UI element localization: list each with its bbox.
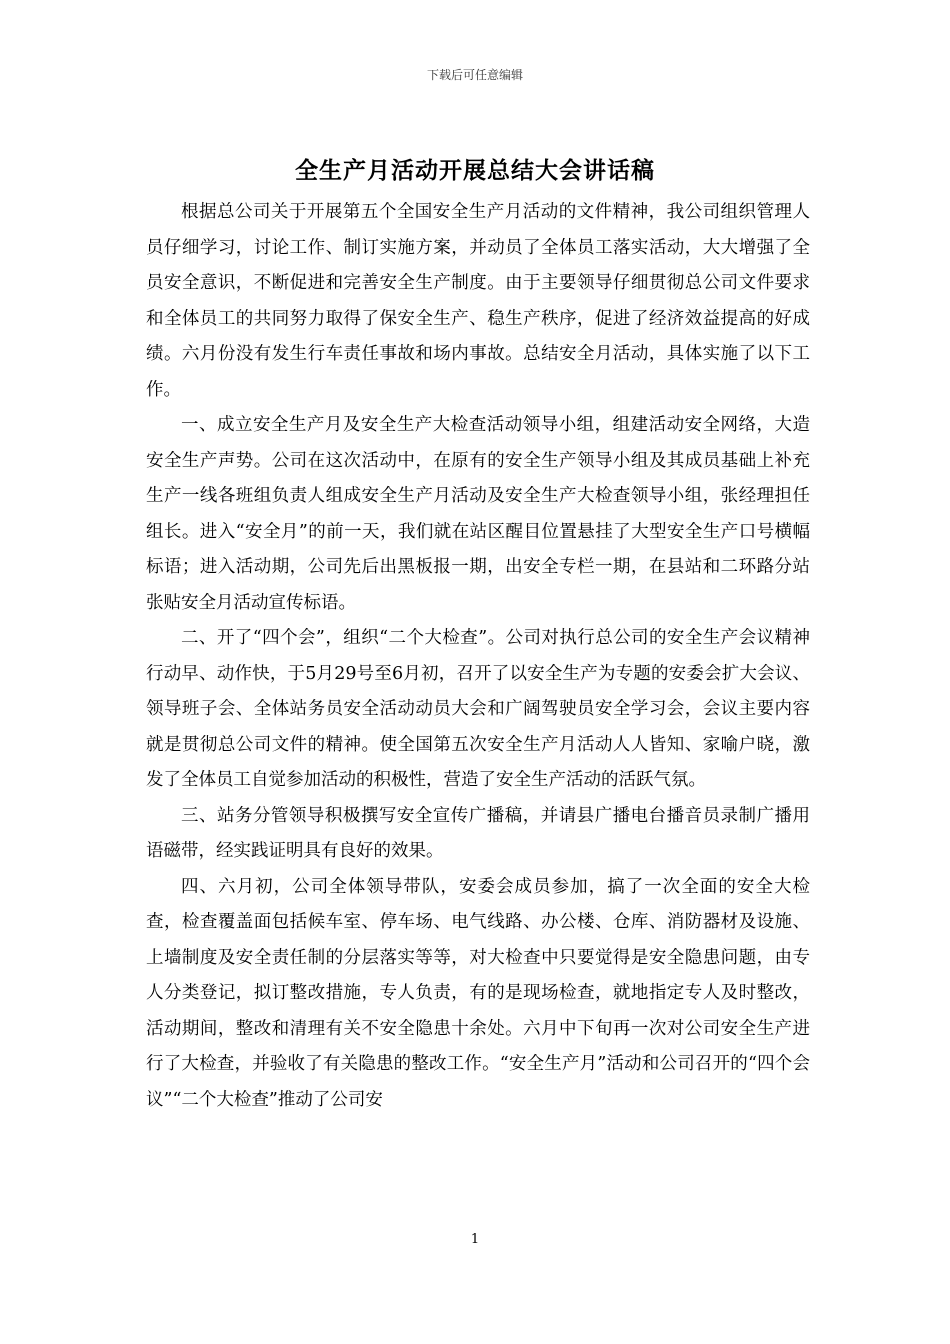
paragraph-intro: 根据总公司关于开展第五个全国安全生产月活动的文件精神，我公司组织管理人员仔细学习，讨论工作、制订实施方案，并动员了全体员工落实活动，大大增强了全员安全意识，不断促进和完善安全生产制度。由于主要领导仔细贯彻总公司文件要求和全体员工的共同努力取得了保安全生产、稳生产秩序，促进了经济效益提高的好成绩。六月份没有发生行车责任事故和场内事故。总结安全月活动，具体实施了以下工作。 [146, 202, 810, 400]
paragraph-section-2: 二、开了“四个会”，组织“二个大检查”。公司对执行总公司的安全生产会议精神行动早、动作快，于5月29号至6月初，召开了以安全生产为专题的安委会扩大会议、领导班子会、全体站务员安全活动动员大会和广阔驾驶员安全学习会，会议主要内容就是贯彻总公司文件的精神。使全国第五次安全生产月活动人人皆知、家喻户晓，激发了全体员工自觉参加活动的积极性，营造了安全生产活动的活跃气氛。 [146, 628, 810, 790]
page-number: 1 [470, 1232, 480, 1247]
document-title: 全生产月活动开展总结大会讲话稿 [295, 158, 655, 184]
paragraph-section-4: 四、六月初，公司全体领导带队，安委会成员参加，搞了一次全面的安全大检查，检查覆盖面包括候车室、停车场、电气线路、办公楼、仓库、消防器材及设施、上墙制度及安全责任制的分层落实等等，对大检查中只要觉得是安全隐患问题，由专人分类登记，拟订整改措施，专人负责，有的是现场检查，就地指定专人及时整改，活动期间，整改和清理有关不安全隐患十余处。六月中下旬再一次对公司安全生产进行了大检查，并验收了有关隐患的整改工作。“安全生产月”活动和公司召开的“四个会议”“二个大检查”推动了公司安 [146, 876, 810, 1110]
paragraph-section-3: 三、站务分管领导积极撰写安全宣传广播稿，并请县广播电台播音员录制广播用语磁带，经实践证明具有良好的效果。 [146, 805, 810, 861]
page-header-note: 下载后可任意编辑 [426, 68, 523, 82]
paragraph-section-1: 一、成立安全生产月及安全生产大检查活动领导小组，组建活动安全网络，大造安全生产声势。公司在这次活动中，在原有的安全生产领导小组及其成员基础上补充生产一线各班组负责人组成安全生产月活动及安全生产大检查领导小组，张经理担任组长。进入“安全月”的前一天，我们就在站区醒目位置悬挂了大型安全生产口号横幅标语；进入活动期，公司先后出黑板报一期，出安全专栏一期，在县站和二环路分站张贴安全月活动宣传标语。 [146, 415, 810, 613]
document-body [146, 195, 810, 1118]
